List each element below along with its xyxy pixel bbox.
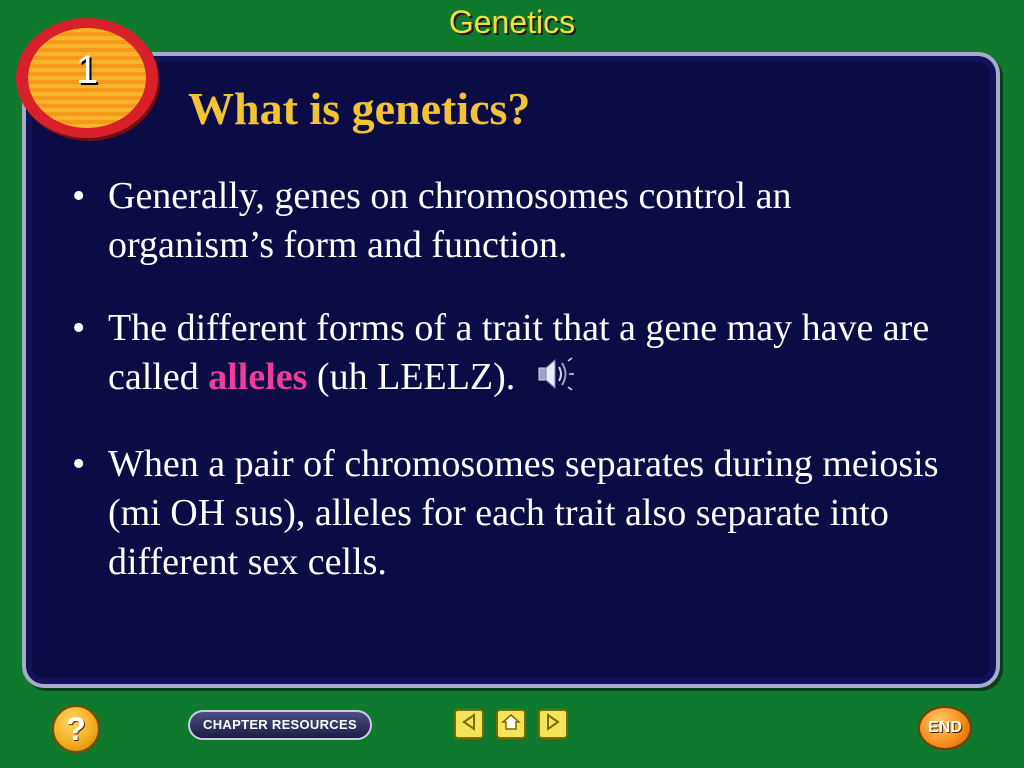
- bullet-text: The different forms of a trait that a gene may have are called: [108, 307, 930, 398]
- bullet-dot: •: [72, 307, 86, 349]
- bullet-item: [72, 172, 952, 270]
- slide-title: What is genetics?: [188, 83, 531, 134]
- arrow-left-icon: [460, 713, 478, 736]
- bullet-text: Generally, genes on chromosomes control an organism’s form and function.: [108, 175, 792, 266]
- bullet-list: [72, 172, 952, 621]
- bullet-dot: •: [72, 442, 86, 485]
- section-number: 1: [75, 48, 99, 92]
- help-button[interactable]: ?: [52, 705, 100, 753]
- section-number-badge: [16, 18, 158, 138]
- home-button[interactable]: [496, 709, 526, 739]
- section-title: Genetics: [448, 4, 576, 40]
- bullet-item: [72, 440, 952, 587]
- speaker-icon[interactable]: [535, 355, 575, 406]
- arrow-right-icon: [544, 713, 562, 736]
- end-button[interactable]: END: [918, 706, 972, 750]
- bullet-text: When a pair of chromosomes separates during meiosis (mi OH sus), alleles for each trait also separate into different sex cells.: [108, 442, 939, 583]
- badge-inner: [28, 28, 146, 128]
- bullet-dot: •: [72, 175, 86, 217]
- previous-button[interactable]: [454, 709, 484, 739]
- bullet-text: (uh LEELZ).: [307, 356, 516, 398]
- chapter-resources-button[interactable]: CHAPTER RESOURCES: [188, 710, 372, 740]
- bullet-item: [72, 304, 952, 406]
- next-button[interactable]: [538, 709, 568, 739]
- home-icon: [501, 713, 521, 736]
- vocab-term: alleles: [208, 356, 308, 398]
